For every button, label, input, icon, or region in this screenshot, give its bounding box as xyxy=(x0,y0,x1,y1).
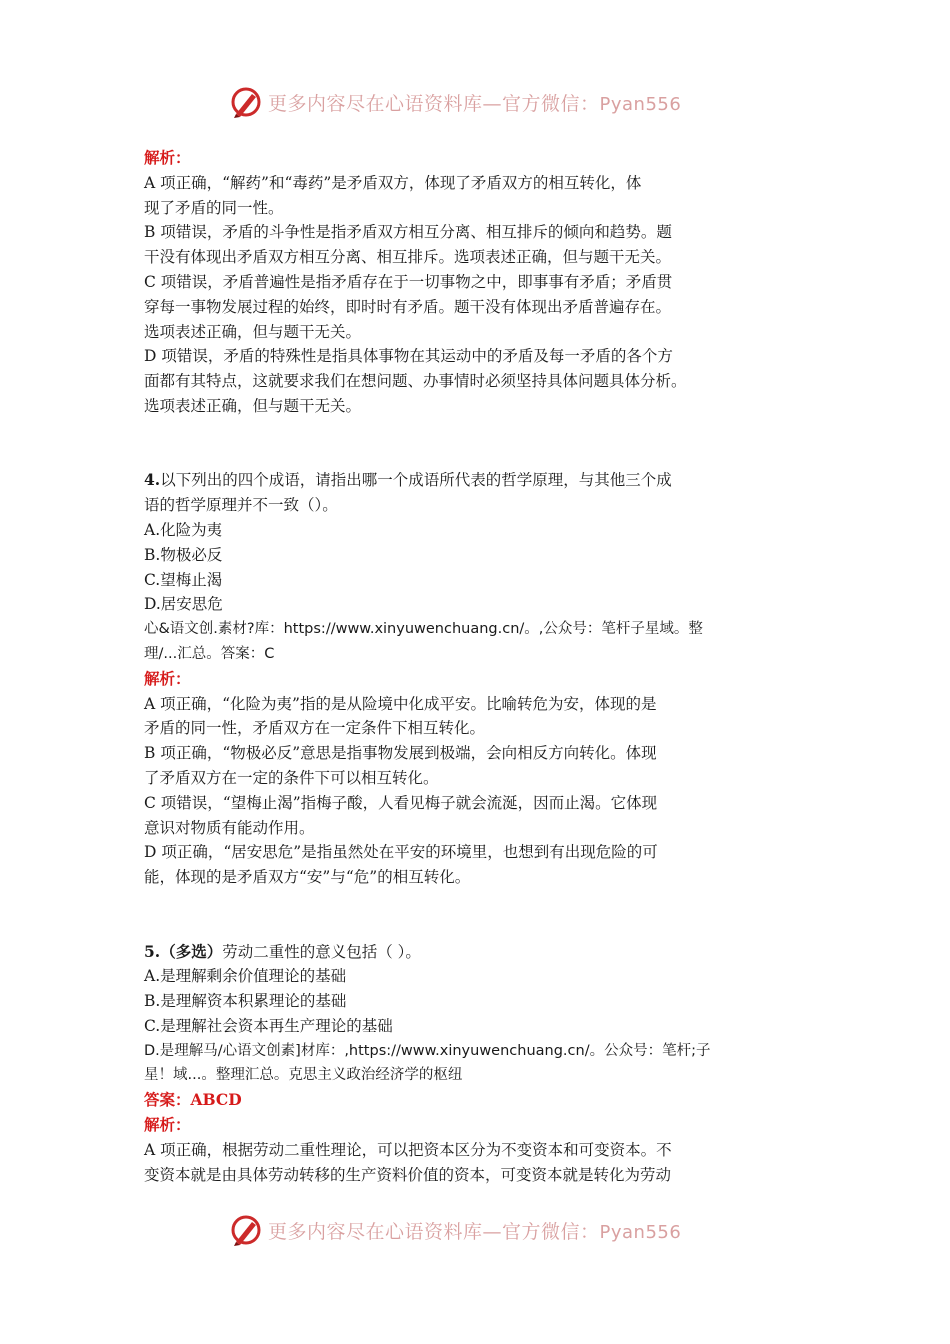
analysis-line: 矛盾的同一性，矛盾双方在一定条件下相互转化。 xyxy=(144,719,486,738)
pen-logo-icon xyxy=(228,1212,264,1248)
q4-stem-cont: 语的哲学原理并不一致（）。 xyxy=(144,496,338,515)
q4-source-note: 心&语文创.素材?库：https://www.xinyuwenchuang.cn/。,公众号：笔杆子星域。整 xyxy=(144,621,703,638)
analysis-line: A 项正确，“解药”和“毒药”是矛盾双方，体现了矛盾双方的相互转化，体 xyxy=(144,173,642,192)
q5-analysis-label: 解析： xyxy=(144,1115,191,1135)
analysis-line: 干没有体现出矛盾双方相互分离、相互排斥。选项表述正确，但与题干无关。 xyxy=(144,248,672,267)
question-5 xyxy=(144,940,810,1188)
q5-option-c: C.是理解社会资本再生产理论的基础 xyxy=(144,1016,393,1035)
analysis-line: A 项正确，“化险为夷”指的是从险境中化成平安。比喻转危为安，体现的是 xyxy=(144,694,657,713)
analysis-line: B 项错误，矛盾的斗争性是指矛盾双方相互分离、相互排斥的倾向和趋势。题 xyxy=(144,223,672,242)
analysis-line: B 项正确，“物极必反”意思是指事物发展到极端，会向相反方向转化。体现 xyxy=(144,744,657,763)
pen-logo-icon xyxy=(228,84,264,120)
q5-option-d: D.是理解马/心语文创素]材库：,https://www.xinyuwenchuang.cn/。公众号：笔杆;子 xyxy=(144,1042,711,1059)
q5-answer: 答案：ABCD xyxy=(144,1090,242,1110)
analysis-line: D 项错误，矛盾的特殊性是指具体事物在其运动中的矛盾及每一矛盾的各个方 xyxy=(144,347,673,366)
banner-wechat-id: Pyan556 xyxy=(599,1221,682,1243)
analysis-line: D 项正确，“居安思危”是指虽然处在平安的环境里，也想到有出现危险的可 xyxy=(144,843,658,862)
q4-source-answer: 理/...汇总。答案：C xyxy=(144,645,275,662)
analysis-line: 变资本就是由具体劳动转移的生产资料价值的资本，可变资本就是转化为劳动 xyxy=(144,1165,672,1184)
q3-analysis-label: 解析： xyxy=(144,148,191,167)
q5-option-a: A.是理解剩余价值理论的基础 xyxy=(144,967,347,986)
q4-analysis-label: 解析： xyxy=(144,668,191,688)
footer-watermark-banner xyxy=(228,1210,681,1250)
q4-stem: 4.以下列出的四个成语，请指出哪一个成语所代表的哲学原理，与其他三个成 xyxy=(144,470,672,490)
q5-type-tag: （多选） xyxy=(160,941,223,961)
analysis-line: 意识对物质有能动作用。 xyxy=(144,818,315,837)
analysis-line: A 项正确，根据劳动二重性理论，可以把资本区分为不变资本和可变资本。不 xyxy=(144,1140,672,1159)
analysis-line: 能，体现的是矛盾双方“安”与“危”的相互转化。 xyxy=(144,868,471,887)
q4-option-d: D.居安思危 xyxy=(144,595,223,614)
q4-option-b: B.物极必反 xyxy=(144,545,223,564)
banner-text: 更多内容尽在心语资料库—官方微信：Pyan556 xyxy=(268,1220,682,1243)
q5-option-d-cont: 星！域...。整理汇总。克思主义政治经济学的枢纽 xyxy=(144,1067,463,1084)
analysis-line: 选项表述正确，但与题干无关。 xyxy=(144,396,362,415)
analysis-line: 穿每一事物发展过程的始终，即时时有矛盾。题干没有体现出矛盾普遍存在。 xyxy=(144,297,672,316)
q3-analysis xyxy=(144,171,810,419)
analysis-line: 选项表述正确，但与题干无关。 xyxy=(144,322,362,341)
q4-option-c: C.望梅止渴 xyxy=(144,570,223,589)
q4-option-a: A.化险为夷 xyxy=(144,520,223,539)
analysis-line: 了矛盾双方在一定的条件下可以相互转化。 xyxy=(144,768,439,787)
q5-stem: 5.（多选）劳动二重性的意义包括（ ）。 xyxy=(144,941,421,961)
q5-option-b: B.是理解资本积累理论的基础 xyxy=(144,992,347,1011)
document-body xyxy=(144,146,810,1187)
header-watermark-banner xyxy=(228,82,681,122)
question-4 xyxy=(144,468,810,890)
analysis-line: C 项错误，矛盾普遍性是指矛盾存在于一切事物之中，即事事有矛盾；矛盾贯 xyxy=(144,272,673,291)
analysis-line: C 项错误，“望梅止渴”指梅子酸，人看见梅子就会流涎，因而止渴。它体现 xyxy=(144,793,658,812)
banner-text: 更多内容尽在心语资料库—官方微信：Pyan556 xyxy=(268,92,682,115)
banner-wechat-id: Pyan556 xyxy=(599,93,682,115)
analysis-line: 现了矛盾的同一性。 xyxy=(144,198,284,217)
q4-number: 4. xyxy=(144,470,161,490)
q5-number: 5. xyxy=(144,941,161,961)
analysis-line: 面都有其特点，这就要求我们在想问题、办事情时必须坚持具体问题具体分析。 xyxy=(144,372,687,391)
